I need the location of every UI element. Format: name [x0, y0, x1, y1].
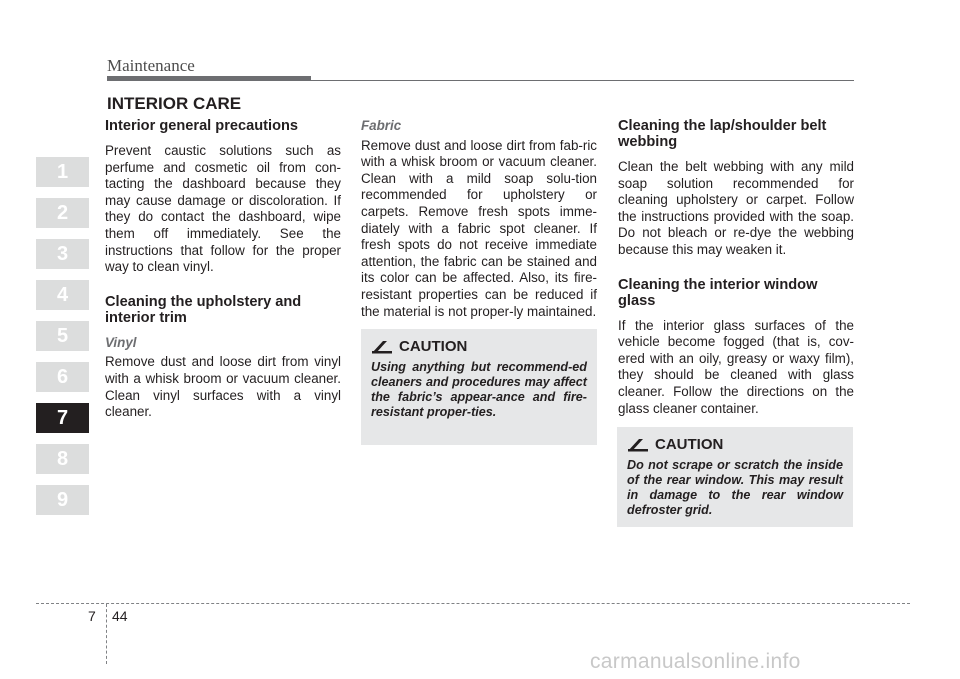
- caution-icon: [371, 340, 393, 354]
- caution-box-window: [617, 427, 853, 527]
- heading-upholstery: Cleaning the upholstery and interior trim: [105, 293, 302, 326]
- chapter-tab-3[interactable]: 3: [36, 239, 89, 269]
- caution-text: Do not scrape or scratch the inside of the rear window. This may result in damage to the rear window defroster grid.: [627, 458, 843, 517]
- column-1: [105, 118, 341, 421]
- caution-header: [371, 338, 587, 355]
- section-title: INTERIOR CARE: [107, 94, 242, 113]
- caution-icon: [627, 438, 649, 452]
- heading-window-glass: Cleaning the interior window glass: [618, 276, 818, 309]
- paragraph-belt-webbing: Clean the belt webbing with any mild soap solution recommended for cleaning upholstery or carpet. Follow the instructions provided with the soap. Do not bleach or re-dye the webbing because this may weaken it.: [618, 159, 854, 257]
- chapter-tab-5[interactable]: 5: [36, 321, 89, 351]
- footer-chapter-number: 7: [88, 608, 96, 624]
- heading-belt-webbing: Cleaning the lap/shoulder belt webbing: [618, 118, 827, 150]
- chapter-tab-7[interactable]: 7: [36, 403, 89, 433]
- caution-text: Using anything but recommend-ed cleaners and procedures may affect the fabric’s appear-ance and fire-resistant proper-ties.: [371, 360, 587, 419]
- chapter-tab-6[interactable]: 6: [36, 362, 89, 392]
- footer-page-number: 44: [112, 608, 128, 624]
- caution-box-fabric: [361, 329, 597, 445]
- header-rule: [107, 80, 854, 81]
- chapter-tab-4[interactable]: 4: [36, 280, 89, 310]
- subheading-fabric: Fabric: [361, 118, 402, 133]
- chapter-tab-1[interactable]: 1: [36, 157, 89, 187]
- header-title: Maintenance: [107, 56, 195, 75]
- chapter-tab-2[interactable]: 2: [36, 198, 89, 228]
- caution-title: CAUTION: [399, 338, 468, 355]
- column-2: [361, 118, 597, 320]
- column-3: [618, 118, 854, 417]
- subheading-vinyl: Vinyl: [105, 334, 137, 350]
- paragraph-vinyl: Remove dust and loose dirt from vinyl with a whisk broom or vacuum cleaner. Clean vinyl surfaces with a vinyl cleaner.: [105, 354, 341, 420]
- paragraph-fabric: Remove dust and loose dirt from fab-ric with a whisk broom or vacuum cleaner. Clean with a mild soap solu-tion recommended for upholstery or carpets. Remove fresh spots imme-diately with a fabric spot cleaner. If fresh spots do not receive immediate attention, the fabric can be stained and its color can be affected. Also, its fire-resistant properties can be reduced if the material is not proper-ly maintained.: [361, 137, 597, 319]
- paragraph-window-glass: If the interior glass surfaces of the vehicle become fogged (that is, cov-ered with an oily, greasy or waxy film), they should be cleaned with glass cleaner. Follow the directions on the glass cleaner container.: [618, 317, 854, 416]
- footer-rule: [36, 603, 910, 604]
- caution-title: CAUTION: [655, 436, 724, 453]
- heading-general-precautions: Interior general precautions: [105, 118, 299, 134]
- footer-divider: [106, 604, 107, 664]
- caution-header: [627, 436, 843, 453]
- chapter-tab-9[interactable]: 9: [36, 485, 89, 515]
- watermark: carmanualsonline.info: [590, 650, 801, 673]
- paragraph-general-precautions: Prevent caustic solutions such as perfume and cosmetic oil from con-tacting the dashboard because they may cause damage or discoloration. If they do contact the dashboard, wipe them off immediately. See the instructions that follow for the proper way to clean vinyl.: [105, 143, 341, 275]
- chapter-tab-8[interactable]: 8: [36, 444, 89, 474]
